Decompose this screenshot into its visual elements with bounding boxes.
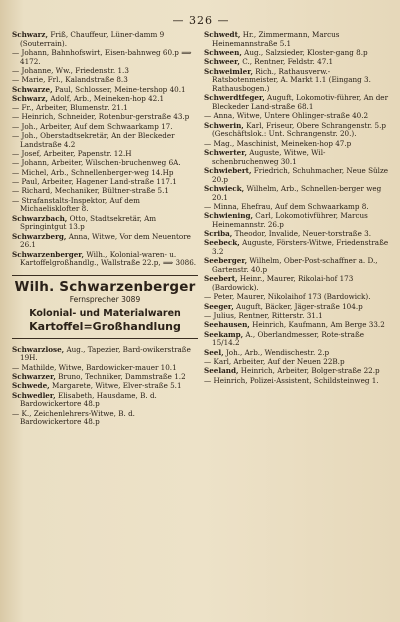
directory-entry <box>204 31 390 48</box>
entry-details: Auguft, Lokomotiv-führer, An der Bleckeder Land-straße 68.1 <box>212 93 389 111</box>
entry-details: A., Oberlandmesser, Rote-straße 15/14.2 <box>212 329 365 348</box>
entry-name: Schwerdtfeger, <box>204 93 265 103</box>
directory-entry <box>204 167 390 184</box>
directory-entry <box>12 346 198 363</box>
entry-name: Schwedt, <box>204 30 241 39</box>
entry-details: Auguste, Försters-Witwe, Friedenstraße 3.2 <box>212 238 389 257</box>
entry-name: Schwerter, <box>204 147 247 157</box>
directory-entry <box>12 197 198 214</box>
entry-name: Seebert, <box>204 274 238 284</box>
entry-name: Scriba, <box>204 229 233 239</box>
entry-name: Seeger, <box>204 301 234 311</box>
directory-entry <box>204 185 390 202</box>
entry-details: Elisabeth, Hausdame, B. d. Bardowickertore 48.p <box>20 390 157 409</box>
entry-name: Schwarzlose, <box>12 344 65 354</box>
directory-entry <box>12 31 198 48</box>
entry-name: Schween, <box>204 48 242 57</box>
left-bottom-entries <box>12 346 198 427</box>
entry-details: Heinrich, Arbeiter, Bolger-straße 22.p <box>240 366 380 376</box>
entry-name: Schwede, <box>12 381 50 391</box>
ad-line1: Kolonial- und Materialwaren <box>29 307 181 319</box>
entry-name: Seebeck, <box>204 238 240 248</box>
entry-name: Schwarze, <box>12 84 53 94</box>
entry-name: Schwieck, <box>204 183 245 193</box>
directory-entry <box>12 392 198 409</box>
left-top-entries <box>12 31 198 268</box>
entry-details: Otto, Stadtsekretär, Am Springintgut 13.p <box>20 213 157 232</box>
ad-phone: Fernsprecher 3089 <box>69 294 141 304</box>
entry-name: Schwiening, <box>204 211 253 221</box>
entry-details: Karl, Friseur, Obere Schrangenstr. 5.p (Geschäftslok.: Unt. Schrangenstr. 20.). <box>212 120 386 139</box>
entry-name: Schwerin, <box>204 120 244 130</box>
entry-name: Schwarz, <box>12 30 49 39</box>
entry-details: Joh., Arb., Wendischestr. 2.p <box>225 347 330 357</box>
entry-details: — Richard, Mechaniker, Bültner-straße 5.1 <box>12 186 169 196</box>
directory-entry <box>204 212 390 229</box>
entry-details: Friedrich, Schuhmacher, Neue Sülze 20.p <box>212 165 388 184</box>
entry-details: — K., Zeichenlehrers-Witwe, B. d. Bardowickertore 48.p <box>12 408 135 427</box>
directory-entry <box>12 49 198 66</box>
entry-details: Wilh., Kolonial-waren- u. Kartoffelgroßhandlg., Wallstraße 22.p, ⟹ 3086. <box>20 249 197 268</box>
entry-details: — Julius, Rentner, Ritterstr. 31.1 <box>204 311 323 321</box>
ad-line2: Kartoffel=Großhandlung <box>29 319 181 333</box>
directory-entry <box>204 275 390 292</box>
entry-name: Schwarzbach, <box>12 213 68 223</box>
entry-name: Schwarzer, <box>12 371 56 381</box>
directory-entry <box>204 122 390 139</box>
entry-details: — Michel, Arb., Schnellenberger-weg 14.Hp <box>12 167 174 177</box>
directory-entry <box>12 251 198 268</box>
entry-details: Carl, Lokomotivführer, Marcus Heinemannstr. 26.p <box>212 211 368 229</box>
entry-details: — Joh., Oberstadtsekretär, An der Bleckeder Landstraße 4.2 <box>12 131 175 149</box>
entry-name: Seeberger, <box>204 256 248 266</box>
directory-entry <box>204 68 390 94</box>
right-column <box>204 31 390 428</box>
entry-details: Anna, Witwe, Vor dem Neuentore 26.1 <box>20 231 191 250</box>
entry-details: — Minna, Ehefrau, Auf dem Schwaarkamp 8. <box>204 201 369 211</box>
entry-details: Heinr., Maurer, Rikolai-hof 173 (Bardowick). <box>212 274 354 293</box>
directory-entry <box>204 331 390 348</box>
entry-name: Schwiebert, <box>204 165 252 175</box>
directory-entry <box>204 257 390 274</box>
entry-details: Theodor, Invalide, Neuer-torstraße 3. <box>234 229 371 239</box>
entry-details: — Mathilde, Witwe, Bardowicker-mauer 10.1 <box>12 362 177 372</box>
entry-details: — Fr., Arbeiter, Blumenstr. 21.1 <box>12 103 128 113</box>
entry-name: Schweer, <box>204 57 240 67</box>
entry-details: Aug., Salzsieder, Kloster-gang 8.p <box>244 48 368 57</box>
entry-details: — Heinrich, Polizei-Assistent, Schildsteinweg 1. <box>204 375 379 385</box>
entry-details: — Josef, Arbeiter, Papenstr. 12.H <box>12 149 132 159</box>
entry-details: Friß, Chauffeur, Lüner-damm 9 (Souterrain). <box>20 30 165 48</box>
page-number: — 326 — <box>172 14 230 27</box>
entry-details: — Heinrich, Schneider, Rotenbur-gerstraße 43.p <box>12 112 190 122</box>
entry-details: — Peter, Maurer, Nikolaihof 173 (Bardowick). <box>204 292 371 302</box>
entry-name: Seel, <box>204 347 224 357</box>
directory-entry <box>204 239 390 256</box>
right-entries <box>204 31 390 385</box>
directory-entry <box>204 94 390 111</box>
entry-details: Rich., Rathausverw.-Ratsbotenmeister, A. Markt 1.1 (Eingang 3. Rathausbogen.) <box>212 66 371 93</box>
entry-details: Hr., Zimmermann, Marcus Heinemannstraße 5.1 <box>212 30 340 48</box>
entry-details: Wilhelm, Ober-Post-schaffner a. D., Gartenstr. 40.p <box>212 256 378 275</box>
entry-details: — Johann, Arbeiter, Wilschen-bruchenweg 6A. <box>12 158 181 168</box>
left-column <box>12 31 198 428</box>
entry-details: Auguste, Witwe, Wil-schenbruchenweg 30.1 <box>212 147 326 166</box>
entry-details: Paul, Schlosser, Meine-tershop 40.1 <box>54 84 186 94</box>
directory-entry <box>12 132 198 149</box>
entry-details: — Marie, Frl., Kalandstraße 8.3 <box>12 75 128 85</box>
entry-details: Heinrich, Kaufmann, Am Berge 33.2 <box>252 320 385 330</box>
entry-name: Schwarzenberger, <box>12 249 85 259</box>
entry-details: Wilhelm, Arb., Schnellen-berger weg 20.1 <box>212 183 382 202</box>
entry-name: Schweimler, <box>204 66 253 76</box>
directory-entry <box>12 215 198 232</box>
entry-details: Aug., Tapezier, Bard-owikerstraße 19H. <box>20 344 191 363</box>
entry-name: Seekamp, <box>204 329 244 339</box>
directory-entry <box>204 377 390 386</box>
entry-name: Seeland, <box>204 366 239 376</box>
entry-name: Schwarz, <box>12 93 49 103</box>
directory-entry <box>12 410 198 427</box>
entry-details: — Joh., Arbeiter, Auf dem Schwaarkamp 17. <box>12 121 173 131</box>
entry-details: — Johann, Bahnhofswirt, Eisen-bahnweg 60.p ⟹ 4172. <box>12 48 192 66</box>
entry-name: Schwedler, <box>12 390 56 400</box>
entry-details: — Anna, Witwe, Untere Ohlinger-straße 40.2 <box>204 111 369 121</box>
entry-details: — Strafanstalts-Inspektor, Auf dem Michaelisklofter 8. <box>12 195 140 214</box>
entry-details: — Mag., Maschinist, Meineken-hop 47.p <box>204 138 352 148</box>
entry-details: — Karl, Arbeiter, Auf der Neuen 22B.p <box>204 356 345 366</box>
entry-details: — Paul, Arbeiter, Hagener Land-straße 117.1 <box>12 176 177 186</box>
entry-name: Seehausen, <box>204 320 250 330</box>
directory-entry <box>12 233 198 250</box>
entry-details: Margarete, Witwe, Elver-straße 5.1 <box>51 381 182 391</box>
entry-details: Adolf, Arb., Meineken-hop 42.1 <box>50 93 165 103</box>
entry-details: Auguft, Bäcker, Jäger-straße 104.p <box>236 301 363 311</box>
advertisement-box <box>12 275 198 339</box>
entry-details: Bruno, Techniker, Dammstraße 1.2 <box>58 371 186 381</box>
entry-name: Schwarzberg, <box>12 231 67 241</box>
entry-details: C., Rentner, Feldstr. 47.1 <box>242 57 334 67</box>
directory-entry <box>204 149 390 166</box>
entry-details: — Johanne, Ww., Friedenstr. 1.3 <box>12 66 129 75</box>
ad-title: Wilh. Schwarzenberger <box>14 278 196 295</box>
